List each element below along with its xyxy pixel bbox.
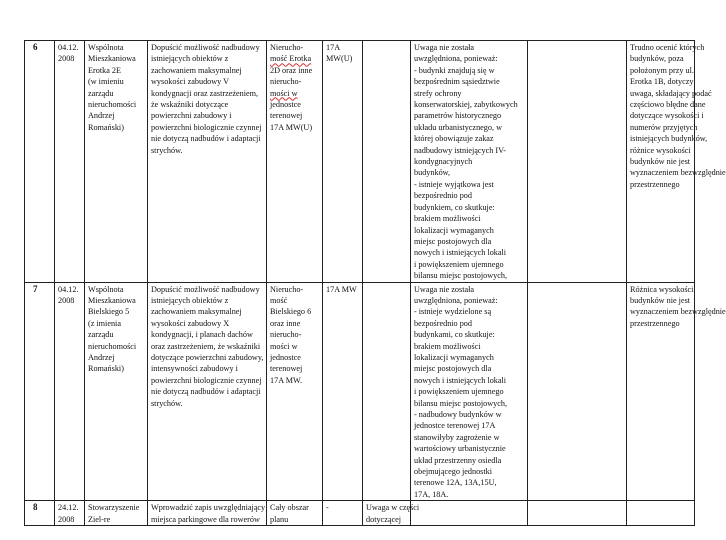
table-row <box>25 41 695 283</box>
text-line: i powiększeniem ujemnego <box>414 259 504 269</box>
cell-notes <box>627 501 695 526</box>
text-line: 17A MW(U) <box>270 122 313 132</box>
text-line: Stowarzyszenie <box>88 503 140 513</box>
text-line: budynków, <box>414 168 451 178</box>
text-line: Andrzej <box>88 111 115 121</box>
cell-notes <box>627 41 726 283</box>
text-line: wysokości zabudowy V <box>151 77 230 87</box>
text-line: lokalizacji wymaganych <box>414 225 494 235</box>
cell-remarks <box>411 41 528 283</box>
text-line: zarządu <box>88 330 114 340</box>
text-line: zarządu <box>88 88 114 98</box>
text-line: dotyczącej <box>366 514 402 524</box>
text-line: i powiększeniem ujemnego <box>414 387 504 397</box>
text-line: budynków nie jest <box>630 295 691 305</box>
text-line: lokalizacji wymaganych <box>414 352 494 362</box>
cell-property <box>267 501 323 526</box>
text-line: Dopuścić możliwość nadbudowy <box>151 284 260 294</box>
table-row <box>25 282 695 501</box>
text-line: nie dotyczą nadbudów i adaptacji <box>151 387 261 397</box>
text-line: Wspólnota <box>88 284 124 294</box>
text-line: 17A, 18A. <box>414 489 449 499</box>
text-line: Romański) <box>88 122 124 132</box>
cell-remarks <box>411 282 528 501</box>
text-line: Nierucho- <box>270 284 304 294</box>
text-line: - istnieje wydzielone są <box>414 307 492 317</box>
text-line: nierucho- <box>270 330 302 340</box>
text-line: uwzględniona, ponieważ: <box>414 54 498 64</box>
cell-empty <box>528 41 627 283</box>
text-line: Trudno ocenić których <box>630 43 705 52</box>
cell-number: 7 <box>25 282 55 501</box>
text-line: mości w <box>270 341 298 351</box>
text-line: 2008 <box>58 54 75 64</box>
text-line: Mieszkaniowa <box>88 295 136 305</box>
resolutions-table <box>24 40 726 526</box>
cell-date <box>55 282 85 501</box>
text-line: brakiem możliwości <box>414 341 481 351</box>
text-line: Wspólnota <box>88 43 124 52</box>
cell-property <box>267 41 323 283</box>
text-line: przestrzennego <box>630 179 680 189</box>
text-line: 04.12. <box>58 284 79 294</box>
text-line: Wprowadzić zapis uwzględniający <box>151 503 266 513</box>
text-line: Erotka 1B, dotyczy <box>630 77 694 87</box>
text-line: układ przestrzenny osiedla <box>414 455 502 465</box>
text-line: układu urbanistycznego, w <box>414 122 502 132</box>
cell-number: 6 <box>25 41 55 283</box>
text-line: miejsc postojowych dla <box>414 236 492 246</box>
text-line: wartościowy urbanistycznie <box>414 444 506 454</box>
text-line: mość <box>270 295 288 305</box>
text-line: strychów. <box>151 398 183 408</box>
text-line: terenowej <box>270 364 303 374</box>
text-line: zachowaniem maksymalnej <box>151 307 242 317</box>
text-line: Ziel-re <box>88 514 111 524</box>
cell-request <box>148 282 267 501</box>
cell-request <box>148 41 267 283</box>
text-line: Różnica wysokości <box>630 284 694 294</box>
text-line: dotyczące powierzchni zabudowy, <box>151 352 264 362</box>
text-line: 17A MW <box>326 284 357 294</box>
cell-empty <box>528 282 627 501</box>
text-line: oraz zastrzeżeniem, że wskaźniki <box>151 341 261 351</box>
text-line: Dopuścić możliwość nadbudowy <box>151 43 260 52</box>
text-line: Romański) <box>88 364 124 374</box>
text-line: budynkiem, co skutkuje: <box>414 202 495 212</box>
table-row <box>25 501 695 526</box>
text-line: 2D oraz inne <box>270 65 313 75</box>
text-line: bezpośrednio pod <box>414 191 472 201</box>
text-line: kondygnacji, i planach dachów <box>151 330 253 340</box>
text-line: miejsc postojowych dla <box>414 364 492 374</box>
text-line: budynków, poza <box>630 54 684 64</box>
text-line: mości w <box>270 88 298 98</box>
text-line: wyznaczeniem bezwzględnie <box>630 168 726 178</box>
text-line: zachowaniem maksymalnej <box>151 65 242 75</box>
text-line: częściowo błędne dane <box>630 100 706 110</box>
cell-decision <box>363 282 411 501</box>
cell-decision <box>363 41 411 283</box>
text-line: istniejących budynków, <box>630 134 708 144</box>
text-line: Uwaga nie została <box>414 284 475 294</box>
text-line: mość Erotka <box>270 54 312 64</box>
text-line: 2008 <box>58 514 75 524</box>
cell-zone <box>323 282 363 501</box>
text-line: Bielskiego 5 <box>88 307 130 317</box>
text-line: terenowej <box>270 111 303 121</box>
cell-zone <box>323 501 363 526</box>
text-line: bilansu miejsc postojowych, <box>414 398 508 408</box>
text-line: bilansu miejsc postojowych, <box>414 271 508 281</box>
cell-date <box>55 41 85 283</box>
text-line: bezpośrednio pod <box>414 318 472 328</box>
text-line: bezpośrednim sąsiedztwie <box>414 77 500 87</box>
text-line: Bielskiego 6 <box>270 307 312 317</box>
text-line: Erotka 2E <box>88 65 121 75</box>
text-line: nowych i istniejących lokali <box>414 248 507 258</box>
cell-number: 8 <box>25 501 55 526</box>
text-line: stanowiłyby zagrożenie w <box>414 432 500 442</box>
text-line: 2008 <box>58 295 75 305</box>
text-line: - istnieje wyjątkowa jest <box>414 179 494 189</box>
text-line: - nadbudowy budynków w <box>414 410 502 419</box>
text-line: Cały obszar <box>270 503 309 513</box>
text-line: Andrzej <box>88 352 115 362</box>
text-line: jednostce <box>270 352 301 362</box>
text-line: jednostce <box>270 100 301 110</box>
text-line: intensywności zabudowy i <box>151 364 238 374</box>
text-line: 24.12. <box>58 503 79 513</box>
text-line: konserwatorskiej, zabytkowych <box>414 100 518 110</box>
cell-date <box>55 501 85 526</box>
text-line: oraz inne <box>270 318 301 328</box>
cell-decision <box>363 501 420 526</box>
text-line: kondygnacji oraz zastrzeżeniem, <box>151 88 259 98</box>
text-line: numerów przyjętych <box>630 122 698 132</box>
text-line: uwaga, składający podać <box>630 88 712 98</box>
text-line: miejsca parkingowe dla rowerów <box>151 514 260 524</box>
text-line: istniejących obiektów z <box>151 54 229 64</box>
text-line: wysokości zabudowy X <box>151 318 230 328</box>
cell-property <box>267 282 323 501</box>
cell-zone <box>323 41 363 283</box>
text-line: uwzględniona, ponieważ: <box>414 295 498 305</box>
text-line: wyznaczeniem bezwzględnie <box>630 307 726 317</box>
cell-empty <box>528 501 627 526</box>
text-line: - budynki znajdują się w <box>414 65 495 75</box>
text-line: dotyczące wysokości i <box>630 111 704 121</box>
cell-author <box>85 41 148 283</box>
cell-notes <box>627 282 726 501</box>
cell-author <box>85 282 148 501</box>
text-line: terenowe 12A, 13A,15U, <box>414 478 497 488</box>
text-line: budynków nie jest <box>630 157 691 167</box>
text-line: nadbudowy istniejących IV- <box>414 145 507 155</box>
text-line: Uwaga nie została <box>414 43 475 52</box>
text-line: nieruchomości <box>88 100 137 110</box>
text-line: obejmującego jednostki <box>414 467 492 477</box>
text-line: 04.12. <box>58 43 79 52</box>
text-line: (w imieniu <box>88 77 124 87</box>
cell-author <box>85 501 148 526</box>
text-line: nowych i istniejących lokali <box>414 375 507 385</box>
text-line: strychów. <box>151 145 183 155</box>
text-line: istniejących obiektów z <box>151 295 229 305</box>
text-line: MW(U) <box>326 54 353 64</box>
text-line: budynkami, co skutkuje: <box>414 330 495 340</box>
text-line: że wskaźniki dotyczące <box>151 100 229 110</box>
text-line: (z imienia <box>88 318 121 328</box>
text-line: powierzchni zabudowy i <box>151 111 232 121</box>
text-line: - <box>326 503 329 513</box>
text-line: Mieszkaniowa <box>88 54 136 64</box>
text-line: nieruchomości <box>88 341 137 351</box>
text-line: jednostce terenowej 17A <box>414 421 496 431</box>
text-line: nie dotyczą nadbudów i adaptacji <box>151 134 261 144</box>
text-line: powierzchni biologicznie czynnej <box>151 122 262 132</box>
text-line: planu <box>270 514 289 524</box>
text-line: Nierucho- <box>270 43 304 52</box>
text-line: przestrzennego <box>630 318 680 328</box>
cell-request <box>148 501 267 526</box>
text-line: kondygnacyjnych <box>414 157 473 167</box>
text-line: której obowiązuje zakaz <box>414 134 494 144</box>
text-line: nierucho- <box>270 77 302 87</box>
cell-remarks <box>411 501 528 526</box>
text-line: brakiem możliwości <box>414 214 481 224</box>
text-line: 17A MW. <box>270 375 302 385</box>
text-line: powierzchni biologicznie czynnej <box>151 375 262 385</box>
text-line: parametrów historycznego <box>414 111 502 121</box>
text-line: położonym przy ul. <box>630 65 694 75</box>
text-line: różnice wysokości <box>630 145 691 155</box>
text-line: Uwaga w części <box>366 503 420 513</box>
text-line: 17A <box>326 43 341 52</box>
text-line: strefy ochrony <box>414 88 462 98</box>
